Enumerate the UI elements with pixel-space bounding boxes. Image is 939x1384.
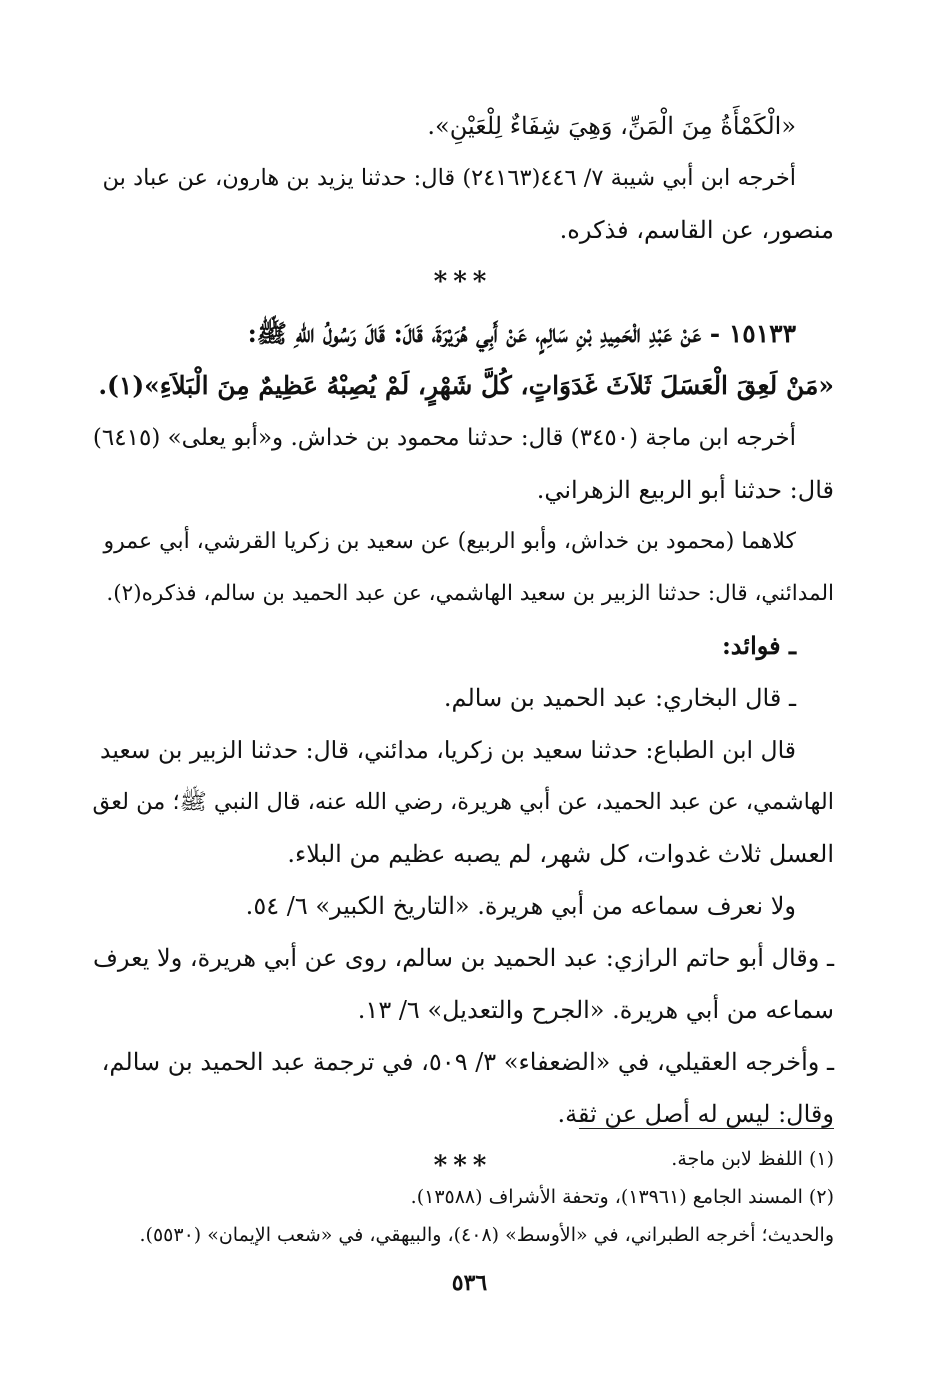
takhrij-line: أخرجه ابن أبي شيبة ٧/ ٤٤٦(٢٤١٦٣) قال: حدثنا يزيد بن هارون، عن عباد بن [102, 165, 796, 191]
footnote-2: (٢) المسند الجامع (١٣٩٦١)، وتحفة الأشراف (١٣٥٨٨). [410, 1186, 834, 1208]
commentary-line: وقال: ليس له أصل عن ثقة. [557, 1100, 834, 1128]
footnote-divider [579, 1128, 834, 1129]
commentary-line: سماعه من أبي هريرة. «الجرح والتعديل» ٦/ ١٣. [357, 996, 834, 1024]
commentary-line: العسل ثلاث غدوات، كل شهر، لم يصبه عظيم من البلاء. [287, 840, 834, 868]
takhrij-line: منصور، عن القاسم، فذكره. [559, 216, 834, 244]
commentary-line: ولا نعرف سماعه من أبي هريرة. «التاريخ الكبير» ٦/ ٥٤. [245, 892, 796, 920]
commentary-line: ـ قال البخاري: عبد الحميد بن سالم. [443, 684, 796, 712]
takhrij-line: قال: حدثنا أبو الربيع الزهراني. [536, 476, 834, 504]
commentary-line: ـ وأخرجه العقيلي، في «الضعفاء» ٣/ ٥٠٩، في ترجمة عبد الحميد بن سالم، [101, 1048, 834, 1076]
takhrij-line: المدائني، قال: حدثنا الزبير بن سعيد الهاشمي، عن عبد الحميد بن سالم، فذكره(٢). [106, 581, 834, 606]
page-number: ٥٣٦ [451, 1270, 488, 1296]
commentary-line: قال ابن الطباع: حدثنا سعيد بن زكريا، مدائني، قال: حدثنا الزبير بن سعيد [100, 736, 796, 764]
takhrij-line: أخرجه ابن ماجة (٣٤٥٠) قال: حدثنا محمود بن خداش. و«أبو يعلى» (٦٤١٥) [92, 425, 796, 451]
footnote-2-continued: والحديث؛ أخرجه الطبراني، في «الأوسط» (٤٠٨)، والبيهقي، في «شعب الإيمان» (٥٥٣٠). [139, 1224, 834, 1246]
commentary-line: الهاشمي، عن عبد الحميد، عن أبي هريرة، رضي الله عنه، قال النبي ﷺ؛ من لعق [92, 789, 834, 815]
hadith-header: ١٥١٣٣ - عَنْ عَبْدِ الْحَمِيدِ بْنِ سَالِمٍ، عَنْ أَبِي هُرَيْرَةَ، قَالَ: قَالَ رَسُولُ اللهِ ﷺ: [247, 319, 796, 348]
footnotes [92, 1140, 834, 1254]
footnote-1: (١) اللفظ لابن ماجة. [671, 1148, 834, 1170]
hadith-text-line: «مَنْ لَعِقَ الْعَسَلَ ثَلاَثَ غَدَوَاتٍ، كُلَّ شَهْرٍ، لَمْ يُصِبْهُ عَظِيمٌ مِنَ الْبَلاَءِ»(١). [98, 371, 834, 400]
section-separator: *** [433, 267, 493, 297]
commentary-line: ـ وقال أبو حاتم الرازي: عبد الحميد بن سالم، روى عن أبي هريرة، ولا يعرف [93, 944, 834, 972]
takhrij-line: كلاهما (محمود بن خداش، وأبو الربيع) عن سعيد بن زكريا القرشي، أبي عمرو [103, 529, 796, 554]
section-separator: *** [433, 1151, 493, 1181]
benefits-heading: ـ فوائد: [721, 631, 796, 660]
hadith-text-line: «الْكَمْأَةُ مِنَ الْمَنِّ، وَهِيَ شِفَاءٌ لِلْعَيْنِ». [427, 112, 796, 140]
page-body [92, 100, 834, 1192]
